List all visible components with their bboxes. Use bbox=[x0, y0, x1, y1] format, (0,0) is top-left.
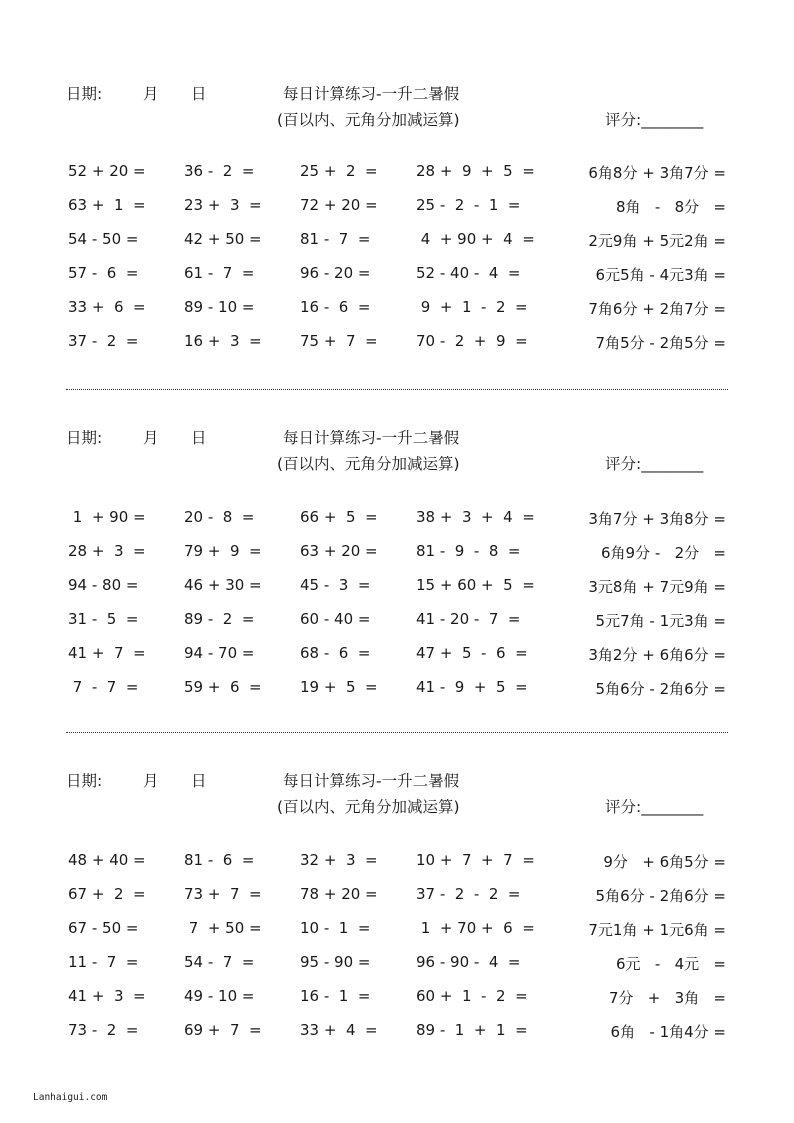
problem: 32 + 3 = bbox=[300, 851, 378, 869]
problem-row bbox=[0, 196, 794, 220]
problem: 1 + 70 + 6 = bbox=[416, 919, 535, 937]
problem: 94 - 80 = bbox=[68, 576, 139, 594]
problem: 42 + 50 = bbox=[184, 230, 262, 248]
problem: 41 - 20 - 7 = bbox=[416, 610, 521, 628]
problem: 70 - 2 + 9 = bbox=[416, 332, 528, 350]
problem: 10 + 7 + 7 = bbox=[416, 851, 535, 869]
problem: 16 + 3 = bbox=[184, 332, 262, 350]
problem-row bbox=[0, 953, 794, 977]
day-label: 日 bbox=[191, 429, 207, 447]
problem-row bbox=[0, 851, 794, 875]
problem: 54 - 50 = bbox=[68, 230, 139, 248]
problem-row bbox=[0, 885, 794, 909]
problem: 73 - 2 = bbox=[68, 1021, 139, 1039]
problem: 41 + 7 = bbox=[68, 644, 146, 662]
problem: 46 + 30 = bbox=[184, 576, 262, 594]
problem: 41 - 9 + 5 = bbox=[416, 678, 528, 696]
money-problem: 7分 + 3角 = bbox=[608, 989, 726, 1007]
worksheet-3 bbox=[0, 765, 794, 1065]
day-label: 日 bbox=[191, 85, 207, 103]
month-label: 月 bbox=[143, 429, 159, 447]
problem: 20 - 8 = bbox=[184, 508, 255, 526]
problem: 9 + 1 - 2 = bbox=[416, 298, 528, 316]
date-label: 日期: bbox=[66, 85, 103, 103]
problem: 81 - 7 = bbox=[300, 230, 371, 248]
worksheet-title: 每日计算练习-一升二暑假 bbox=[283, 772, 460, 790]
problem: 7 + 50 = bbox=[184, 919, 262, 937]
problem: 15 + 60 + 5 = bbox=[416, 576, 535, 594]
score-field: 评分:________ bbox=[605, 798, 704, 816]
problem: 38 + 3 + 4 = bbox=[416, 508, 535, 526]
problem: 89 - 10 = bbox=[184, 298, 255, 316]
problem: 59 + 6 = bbox=[184, 678, 262, 696]
problem: 67 - 50 = bbox=[68, 919, 139, 937]
problem: 94 - 70 = bbox=[184, 644, 255, 662]
problem: 68 - 6 = bbox=[300, 644, 371, 662]
problem: 60 + 1 - 2 = bbox=[416, 987, 528, 1005]
problem: 96 - 90 - 4 = bbox=[416, 953, 521, 971]
day-label: 日 bbox=[191, 772, 207, 790]
problem: 89 - 2 = bbox=[184, 610, 255, 628]
problem: 81 - 6 = bbox=[184, 851, 255, 869]
problem: 10 - 1 = bbox=[300, 919, 371, 937]
date-label: 日期: bbox=[66, 772, 103, 790]
money-problem: 7元1角 + 1元6角 = bbox=[588, 921, 726, 939]
money-problem: 5元7角 - 1元3角 = bbox=[595, 612, 726, 630]
problem-row bbox=[0, 162, 794, 186]
problem: 60 - 40 = bbox=[300, 610, 371, 628]
worksheet-subtitle: (百以内、元角分加减运算) bbox=[277, 798, 460, 816]
money-problem: 7角6分 + 2角7分 = bbox=[588, 300, 726, 318]
problem: 66 + 5 = bbox=[300, 508, 378, 526]
problem-row bbox=[0, 264, 794, 288]
problem: 28 + 3 = bbox=[68, 542, 146, 560]
money-problem: 6元5角 - 4元3角 = bbox=[595, 266, 726, 284]
problem-row bbox=[0, 332, 794, 356]
problem: 31 - 5 = bbox=[68, 610, 139, 628]
problem-row bbox=[0, 1021, 794, 1045]
problem-row bbox=[0, 230, 794, 254]
money-problem: 6角8分 + 3角7分 = bbox=[588, 164, 726, 182]
problem: 4 + 90 + 4 = bbox=[416, 230, 535, 248]
problem: 37 - 2 = bbox=[68, 332, 139, 350]
problem: 48 + 40 = bbox=[68, 851, 146, 869]
money-problem: 6元 - 4元 = bbox=[616, 955, 726, 973]
problem: 1 + 90 = bbox=[68, 508, 146, 526]
cut-line-divider bbox=[66, 732, 728, 733]
problem: 25 - 2 - 1 = bbox=[416, 196, 521, 214]
problem: 61 - 7 = bbox=[184, 264, 255, 282]
date-label: 日期: bbox=[66, 429, 103, 447]
problem: 11 - 7 = bbox=[68, 953, 139, 971]
problem-row bbox=[0, 576, 794, 600]
problem: 37 - 2 - 2 = bbox=[416, 885, 521, 903]
problem: 89 - 1 + 1 = bbox=[416, 1021, 528, 1039]
problem: 33 + 6 = bbox=[68, 298, 146, 316]
problem: 16 - 1 = bbox=[300, 987, 371, 1005]
money-problem: 9分 + 6角5分 = bbox=[603, 853, 726, 871]
month-label: 月 bbox=[143, 772, 159, 790]
money-problem: 3角2分 + 6角6分 = bbox=[588, 646, 726, 664]
problem-row bbox=[0, 644, 794, 668]
problem: 96 - 20 = bbox=[300, 264, 371, 282]
money-problem: 8角 - 8分 = bbox=[616, 198, 726, 216]
money-problem: 3元8角 + 7元9角 = bbox=[588, 578, 726, 596]
problem-row bbox=[0, 610, 794, 634]
problem-row bbox=[0, 919, 794, 943]
money-problem: 6角9分 - 2分 = bbox=[601, 544, 726, 562]
problem: 7 - 7 = bbox=[68, 678, 139, 696]
cut-line-divider bbox=[66, 389, 728, 390]
problem: 49 - 10 = bbox=[184, 987, 255, 1005]
problem: 78 + 20 = bbox=[300, 885, 378, 903]
worksheet-title: 每日计算练习-一升二暑假 bbox=[283, 85, 460, 103]
money-problem: 7角5分 - 2角5分 = bbox=[595, 334, 726, 352]
problem: 25 + 2 = bbox=[300, 162, 378, 180]
problem: 54 - 7 = bbox=[184, 953, 255, 971]
problem: 36 - 2 = bbox=[184, 162, 255, 180]
problem: 67 + 2 = bbox=[68, 885, 146, 903]
score-field: 评分:________ bbox=[605, 111, 704, 129]
worksheet-subtitle: (百以内、元角分加减运算) bbox=[277, 455, 460, 473]
problem: 72 + 20 = bbox=[300, 196, 378, 214]
worksheet-1 bbox=[0, 78, 794, 378]
problem: 63 + 1 = bbox=[68, 196, 146, 214]
problem: 63 + 20 = bbox=[300, 542, 378, 560]
money-problem: 2元9角 + 5元2角 = bbox=[588, 232, 726, 250]
money-problem: 3角7分 + 3角8分 = bbox=[588, 510, 726, 528]
problem: 69 + 7 = bbox=[184, 1021, 262, 1039]
problem: 45 - 3 = bbox=[300, 576, 371, 594]
problem-row bbox=[0, 987, 794, 1011]
problem: 52 - 40 - 4 = bbox=[416, 264, 521, 282]
problem: 16 - 6 = bbox=[300, 298, 371, 316]
money-problem: 5角6分 - 2角6分 = bbox=[595, 887, 726, 905]
worksheet-subtitle: (百以内、元角分加减运算) bbox=[277, 111, 460, 129]
problem: 47 + 5 - 6 = bbox=[416, 644, 528, 662]
score-field: 评分:________ bbox=[605, 455, 704, 473]
problem: 28 + 9 + 5 = bbox=[416, 162, 535, 180]
problem: 73 + 7 = bbox=[184, 885, 262, 903]
problem-row bbox=[0, 508, 794, 532]
month-label: 月 bbox=[143, 85, 159, 103]
problem: 75 + 7 = bbox=[300, 332, 378, 350]
problem-row bbox=[0, 542, 794, 566]
problem-row bbox=[0, 678, 794, 702]
problem: 95 - 90 = bbox=[300, 953, 371, 971]
problem: 57 - 6 = bbox=[68, 264, 139, 282]
worksheet-title: 每日计算练习-一升二暑假 bbox=[283, 429, 460, 447]
problem-row bbox=[0, 298, 794, 322]
problem: 19 + 5 = bbox=[300, 678, 378, 696]
money-problem: 6角 - 1角4分 = bbox=[610, 1023, 726, 1041]
problem: 79 + 9 = bbox=[184, 542, 262, 560]
worksheet-2 bbox=[0, 422, 794, 722]
problem: 41 + 3 = bbox=[68, 987, 146, 1005]
site-footer: Lanhaigui.com bbox=[33, 1092, 108, 1103]
problem: 23 + 3 = bbox=[184, 196, 262, 214]
problem: 81 - 9 - 8 = bbox=[416, 542, 521, 560]
problem: 52 + 20 = bbox=[68, 162, 146, 180]
problem: 33 + 4 = bbox=[300, 1021, 378, 1039]
money-problem: 5角6分 - 2角6分 = bbox=[595, 680, 726, 698]
